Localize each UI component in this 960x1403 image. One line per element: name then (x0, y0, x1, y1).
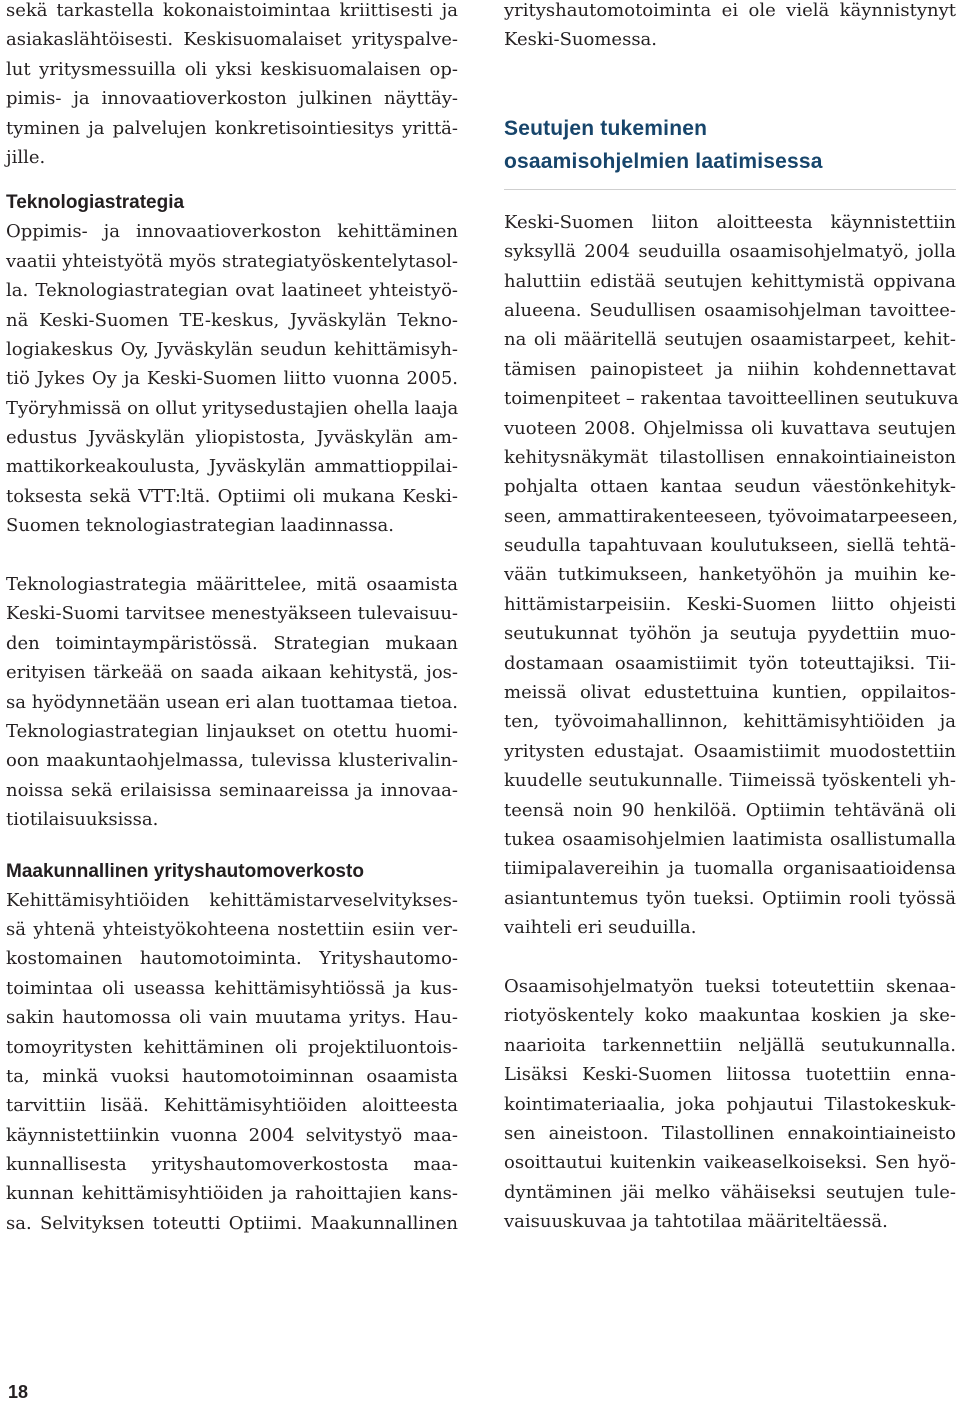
text-line: dyntäminen jäi melko vähäiseksi seutujen tule- (504, 1181, 956, 1203)
text-line: jille. (6, 146, 46, 168)
text-line: Työryhmissä on ollut yritysedustajien ohella laaja (6, 397, 459, 419)
text-line: meissä olivat edustettuina kuntien, oppilaitos- (504, 682, 956, 704)
text-line: tarvittiin lisää. Kehittämisyhtiöiden aloitteesta (6, 1095, 458, 1117)
text-line: kehitysnäkymät tilastollisen ennakointiaineiston (504, 446, 956, 468)
text-line: kointimateriaalia, joka pohjautui Tilastokeskuk- (504, 1093, 956, 1115)
hautomoverkosto-paragraph (6, 886, 458, 1239)
text-line: edustus Jyväskylän yliopistosta, Jyväskylän am- (6, 427, 458, 449)
page-number: 18 (8, 1382, 29, 1402)
section-heading-teknologiastrategia: Teknologiastrategia (6, 192, 185, 214)
text-line: seen, ammattirakenteeseen, työvoimatarpeeseen, (504, 505, 959, 527)
text-line: tiö Jykes Oy ja Keski-Suomen liitto vuonna 2005. (6, 368, 458, 390)
text-line: sä yhtenä yhteistyökohteena nostettiin esiin ver- (6, 918, 458, 940)
text-line: noissa sekä erilaisissa seminaareissa ja innovaa- (6, 779, 458, 801)
text-line: pohjalta ottaen kantaa seudun väestönkehityk- (504, 476, 956, 498)
text-line: Keski-Suomen liiton aloitteesta käynnistettiin (504, 211, 956, 233)
text-line: Oppimis- ja innovaatioverkoston kehittäminen (6, 221, 458, 243)
text-line: sakin hautomossa oli vain muutama yritys. Hau- (6, 1007, 458, 1029)
text-line: osoittautui kuitenkin vaikeaselkoiseksi. Sen hyö- (504, 1152, 956, 1174)
text-line: asiantuntemus työn tueksi. Optiimin rooli työssä (504, 887, 956, 909)
text-line: ten, työvoimahallinnon, kehittämisyhtiöiden ja (504, 711, 956, 733)
text-line: ta, minkä vuoksi hautomotoiminnan osaamista (6, 1065, 458, 1087)
text-line: sa. Selvityksen toteutti Optiimi. Maakunnallinen (6, 1212, 458, 1234)
text-line: kostomainen hautomotoiminta. Yrityshautomo- (6, 948, 458, 970)
text-line: pimis- ja innovaatioverkoston julkinen näyttäy- (6, 88, 458, 110)
text-line: tiimipalavereihin ja tuomalla organisaatioidensa (504, 858, 956, 880)
text-line: riotyöskentely koko maakuntaa koskien ja ske- (504, 1005, 956, 1027)
right-column (504, 0, 959, 1236)
text-line: kuudelle seutukunnalle. Tiimeissä työskenteli yh- (504, 770, 956, 792)
text-line: logiakeskus Oy, Jyväskylän seudun kehittämisyh- (6, 338, 458, 360)
text-line: tiotilaisuuksissa. (6, 809, 159, 831)
left-column (6, 0, 458, 1238)
text-line: vään tutkimukseen, hanketyöhön ja muihin ke- (504, 564, 956, 586)
text-line: toimenpiteet – rakentaa tavoitteellinen seutukuva (504, 388, 959, 410)
text-line: seutukunnat työhön ja seutuja pyydettiin muo- (504, 623, 956, 645)
text-line: den toimintaympäristössä. Strategian mukaan (6, 632, 458, 654)
text-line: dostamaan osaamistiimit työn toteuttajiksi. Tii- (504, 652, 956, 674)
text-line: Kehittämisyhtiöiden kehittämistarveselvitykses- (6, 889, 458, 911)
text-line: syksyllä 2004 seuduilla osaamisohjelmatyö, jolla (504, 241, 956, 263)
text-line: na oli määritellä seutujen osaamistarpeet, kehit- (504, 329, 956, 351)
text-line: sa hyödynnetään usean eri alan tuottamaa tietoa. (6, 691, 458, 713)
text-line: Keski-Suomi tarvitsee menestyäkseen tulevaisuu- (6, 603, 458, 625)
text-line: teensä noin 90 henkilöä. Optiimin tehtävänä oli (504, 799, 956, 821)
text-line: Osaamisohjelmatyön tueksi toteutettiin skenaa- (504, 975, 956, 997)
section-heading-seutujen-tukeminen: Seutujen tukeminen (504, 116, 708, 140)
text-line: hittämistarpeisiin. Keski-Suomen liitto ohjeisti (504, 593, 956, 615)
text-line: käynnistettiinkin vuonna 2004 selvitystyö maa- (6, 1124, 458, 1146)
text-line: tyminen ja palvelujen konkretisointiesitys yrittä- (6, 117, 458, 139)
text-line: vaihteli eri seuduilla. (504, 917, 697, 939)
text-line: nä Keski-Suomen TE-keskus, Jyväskylän Tekno- (6, 309, 458, 331)
teknologiastrategia-paragraph-2 (6, 570, 458, 835)
text-line: erityisen tärkeää on saada aikaan kehitystä, jos- (6, 662, 458, 684)
text-line: vuoteen 2008. Ohjelmissa oli kuvattava seutujen (504, 417, 956, 439)
text-line: toksesta sekä VTT:ltä. Optiimi oli mukana Keski- (6, 485, 458, 507)
text-line: kunnan kehittämisyhtiöiden ja rahoittajien kans- (6, 1183, 458, 1205)
text-line: sen aineistoon. Tilastollinen ennakointiaineisto (504, 1122, 956, 1144)
text-line: kunnallisesta yrityshautomoverkostosta maa- (6, 1154, 458, 1176)
section-heading-hautomoverkosto: Maakunnallinen yrityshautomoverkosto (6, 860, 364, 882)
text-line: vaisuuskuvaa ja tahtotilaa määriteltäessä. (504, 1211, 888, 1233)
text-line: seudulla tapahtuvaan koulutukseen, siellä tehtä- (504, 535, 956, 557)
text-line: yrityshautomotoiminta ei ole vielä käynnistynyt (504, 0, 956, 21)
text-line: asiakaslähtöisesti. Keskisuomalaiset yrityspalve- (6, 29, 458, 51)
text-line: Teknologiastrategia määrittelee, mitä osaamista (6, 574, 458, 596)
text-line: Keski-Suomessa. (504, 29, 658, 51)
text-line: vaatii yhteistyötä myös strategiatyöskentelytasol- (6, 250, 458, 272)
text-line: toimintaa oli useassa kehittämisyhtiössä ja kus- (6, 977, 458, 999)
text-line: alueena. Seudullisen osaamisohjelman tavoittee- (504, 299, 956, 321)
text-line: oon maakuntaohjelmassa, tulevissa klusterivalin- (6, 750, 458, 772)
text-line: Teknologiastrategian linjaukset on otettu huomi- (6, 720, 458, 742)
text-line: Suomen teknologiastrategian laadinnassa. (6, 515, 394, 537)
seutujen-tukeminen-paragraph-1 (504, 208, 959, 943)
text-line: la. Teknologiastrategian ovat laatineet yhteistyö- (6, 280, 458, 302)
text-line: sekä tarkastella kokonaistoimintaa kriittisesti ja (6, 0, 458, 21)
teknologiastrategia-paragraph-1 (6, 217, 458, 540)
text-line: haluttiin edistää seutujen kehittymistä oppivana (504, 270, 956, 292)
text-line: tämisen painopisteet ja niihin kohdennettavat (504, 358, 956, 380)
text-line: tomoyritysten kehittäminen oli projektiluontois- (6, 1036, 458, 1058)
text-line: tukea osaamisohjelmien laatimista osallistumalla (504, 828, 956, 850)
text-line: naarioita tarkennettiin neljällä seutukunnalla. (504, 1034, 956, 1056)
text-line: yritysten edustajat. Osaamistiimit muodostettiin (504, 740, 956, 762)
text-line: mattikorkeakoulusta, Jyväskylän ammattioppilai- (6, 456, 458, 478)
intro-paragraph (6, 0, 458, 172)
text-line: lut yritysmessuilla oli yksi keskisuomalaisen op- (6, 58, 458, 80)
section-heading-seutujen-tukeminen-line-2: osaamisohjelmien laatimisessa (504, 149, 823, 173)
seutujen-tukeminen-paragraph-2 (504, 972, 956, 1237)
text-line: Lisäksi Keski-Suomen liitossa tuotettiin enna- (504, 1064, 956, 1086)
heading-divider (504, 189, 956, 190)
continuation-paragraph (504, 0, 956, 55)
